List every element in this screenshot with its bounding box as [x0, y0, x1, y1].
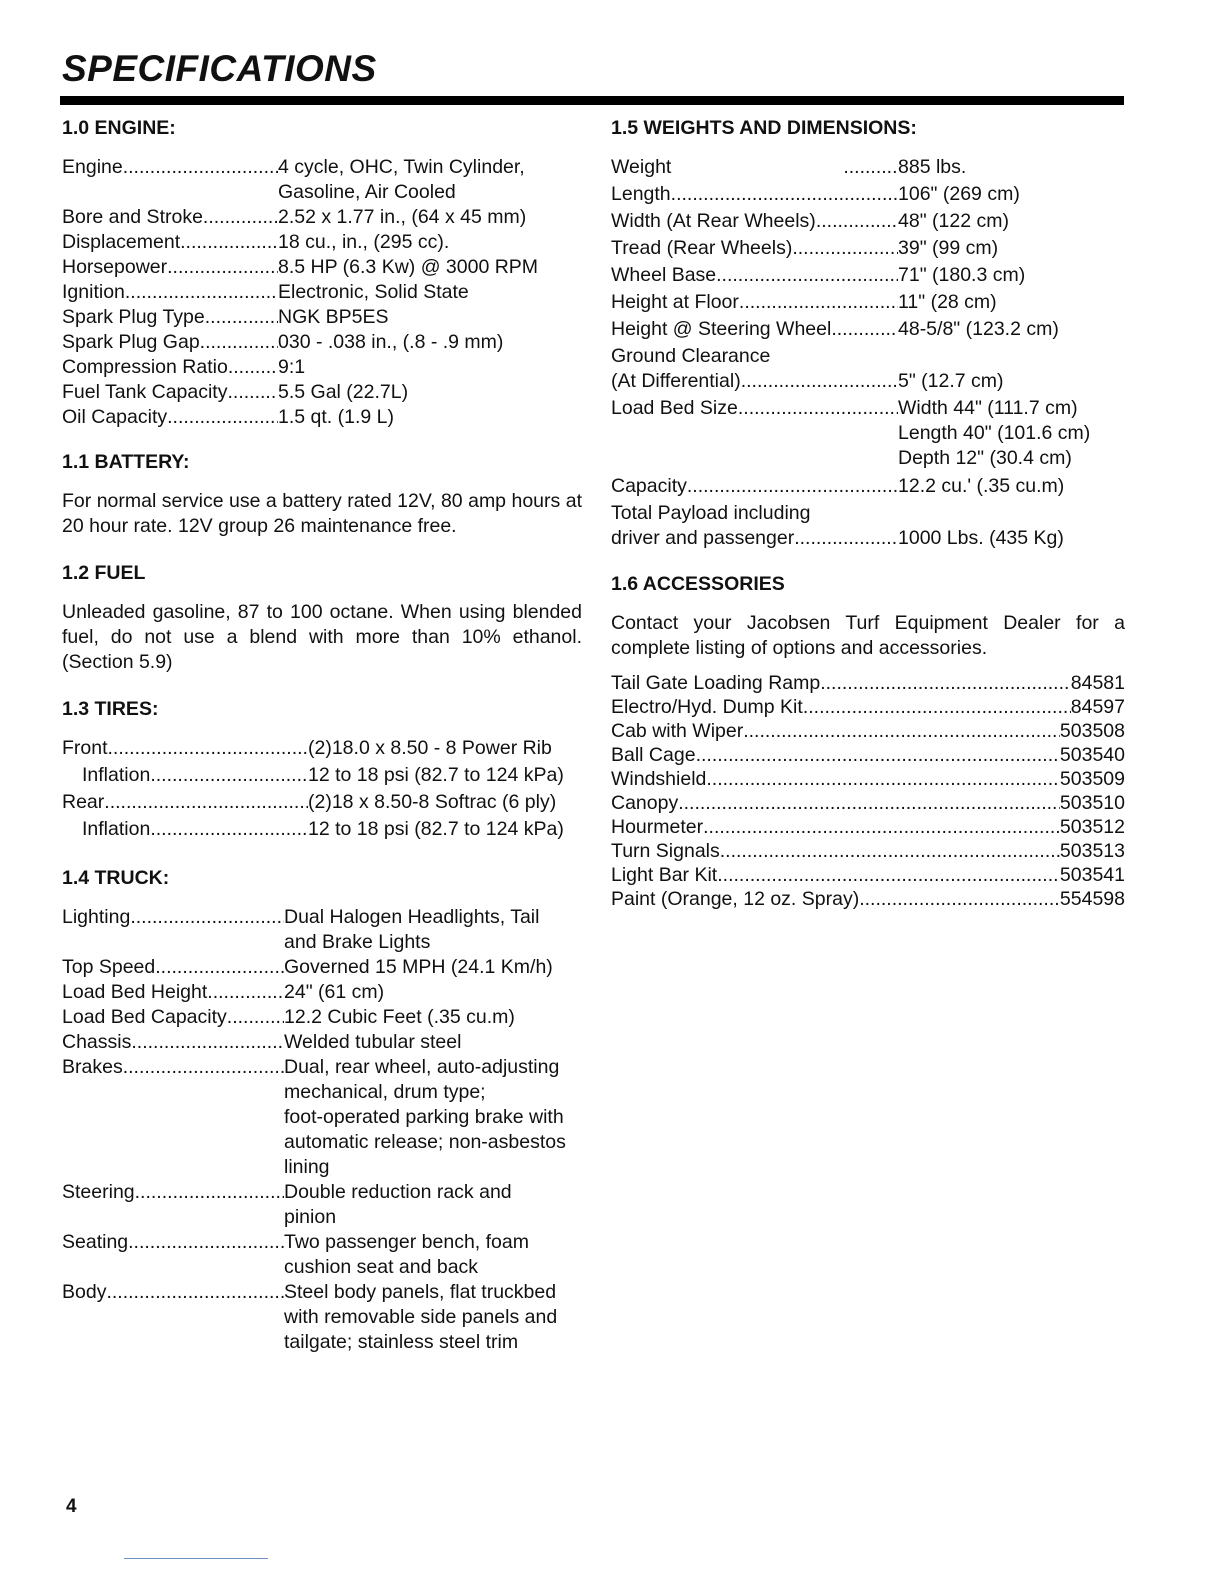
- spec-label: Ignition: [62, 281, 125, 303]
- spec-label: Capacity: [611, 475, 687, 497]
- spec-row: [62, 405, 582, 430]
- page-title: SPECIFICATIONS: [62, 48, 377, 89]
- footer-divider: [124, 1558, 268, 1559]
- accessory-label: Cab with Wiper: [611, 720, 744, 742]
- spec-label: Compression Ratio: [62, 356, 228, 378]
- accessory-part-number: 503509: [1059, 768, 1125, 790]
- spec-value: Double reduction rack and pinion: [284, 1181, 512, 1228]
- spec-value: Dual Halogen Headlights, Tail and Brake Lights: [284, 906, 540, 953]
- accessory-item: [611, 767, 1125, 791]
- accessory-label: Light Bar Kit: [611, 864, 718, 886]
- accessory-label: Windshield: [611, 768, 707, 790]
- accessories-heading: 1.6 ACCESSORIES: [611, 573, 785, 595]
- spec-value: 885 lbs.: [898, 156, 967, 178]
- battery-heading: 1.1 BATTERY:: [62, 451, 190, 473]
- weights-spec-list: [611, 155, 1125, 551]
- spec-value: 12 to 18 psi (82.7 to 124 kPa): [308, 818, 564, 840]
- spec-row: [611, 182, 1125, 207]
- spec-row: [62, 1005, 582, 1030]
- engine-heading: 1.0 ENGINE:: [62, 117, 176, 139]
- spec-value: 030 - .038 in., (.8 - .9 mm): [278, 331, 504, 353]
- spec-value: 4 cycle, OHC, Twin Cylinder, Gasoline, Air Cooled: [278, 156, 525, 203]
- spec-row: [62, 280, 582, 305]
- spec-label: Spark Plug Gap: [62, 331, 200, 353]
- spec-value: 106" (269 cm): [898, 183, 1020, 205]
- spec-row: [62, 1030, 582, 1055]
- spec-row: [62, 305, 582, 330]
- accessory-part-number: 503513: [1059, 840, 1125, 862]
- spec-label: Engine: [62, 156, 123, 178]
- spec-label: Tread (Rear Wheels): [611, 237, 793, 259]
- accessory-item: [611, 719, 1125, 743]
- spec-label: Brakes: [62, 1056, 123, 1078]
- accessory-label: Tail Gate Loading Ramp: [611, 672, 821, 694]
- spec-label: Steering: [62, 1181, 135, 1203]
- title-rule: [60, 96, 1124, 105]
- spec-label: Width (At Rear Wheels): [611, 210, 816, 232]
- spec-value: Width 44" (111.7 cm) Length 40" (101.6 cm) Depth 12" (30.4 cm): [898, 397, 1091, 469]
- battery-text: For normal service use a battery rated 12V, 80 amp hours at 20 hour rate. 12V group 26 maintenance free.: [62, 490, 582, 537]
- spec-value: 12 to 18 psi (82.7 to 124 kPa): [308, 764, 564, 786]
- spec-label: Spark Plug Type: [62, 306, 205, 328]
- spec-row: [611, 236, 1125, 261]
- spec-value: Steel body panels, flat truckbed with removable side panels and tailgate; stainless steel trim: [284, 1281, 558, 1353]
- accessory-part-number: 554598: [1059, 888, 1125, 910]
- spec-label: Top Speed: [62, 956, 156, 978]
- engine-spec-list: [62, 155, 582, 430]
- spec-value: Dual, rear wheel, auto-adjusting mechanical, drum type; foot-operated parking brake with automatic release; non-asbestos lining: [284, 1056, 566, 1178]
- fuel-text: Unleaded gasoline, 87 to 100 octane. When using blended fuel, do not use a blend with more than 10% ethanol. (Section 5.9): [62, 601, 582, 673]
- spec-label: (At Differential): [611, 370, 741, 392]
- spec-row: [62, 255, 582, 280]
- spec-row: [62, 1230, 582, 1280]
- spec-row: [611, 263, 1125, 288]
- spec-value: 11" (28 cm): [898, 291, 997, 313]
- fuel-heading: 1.2 FUEL: [62, 562, 146, 584]
- spec-value: 8.5 HP (6.3 Kw) @ 3000 RPM: [278, 256, 539, 278]
- spec-row: [62, 230, 582, 255]
- spec-value: 12.2 cu.' (.35 cu.m): [898, 475, 1065, 497]
- spec-row: [62, 330, 582, 355]
- spec-label: Inflation: [82, 764, 151, 786]
- tires-spec-list: [62, 736, 582, 842]
- ground-clearance-label: Ground Clearance: [611, 345, 771, 367]
- spec-row: [62, 905, 582, 955]
- weights-heading: 1.5 WEIGHTS AND DIMENSIONS:: [611, 117, 917, 139]
- spec-label: Seating: [62, 1231, 129, 1253]
- spec-label: Rear: [62, 791, 105, 813]
- spec-value: 5.5 Gal (22.7L): [278, 381, 409, 403]
- spec-label: Body: [62, 1281, 107, 1303]
- spec-row: [62, 1180, 582, 1230]
- accessories-list: [611, 671, 1125, 911]
- spec-label: Load Bed Capacity: [62, 1006, 227, 1028]
- accessory-item: [611, 863, 1125, 887]
- spec-label: Horsepower: [62, 256, 168, 278]
- spec-row: [62, 790, 582, 815]
- accessory-label: Hourmeter: [611, 816, 704, 838]
- tires-heading: 1.3 TIRES:: [62, 698, 159, 720]
- spec-row: [62, 980, 582, 1005]
- spec-row: [62, 1055, 582, 1180]
- accessories-text: Contact your Jacobsen Turf Equipment Dealer for a complete listing of options and accessories.: [611, 612, 1125, 659]
- accessory-part-number: 503512: [1059, 816, 1125, 838]
- spec-value: 12.2 Cubic Feet (.35 cu.m): [284, 1006, 515, 1028]
- spec-row: [62, 380, 582, 405]
- accessory-part-number: 84597: [1070, 696, 1125, 718]
- accessory-label: Turn Signals: [611, 840, 720, 862]
- spec-label: Weight: [611, 156, 672, 178]
- spec-value: 2.52 x 1.77 in., (64 x 45 mm): [278, 206, 527, 228]
- accessory-item: [611, 695, 1125, 719]
- spec-value: 5" (12.7 cm): [898, 370, 1004, 392]
- spec-label: driver and passenger: [611, 527, 795, 549]
- spec-label: Load Bed Height: [62, 981, 208, 1003]
- spec-label: Inflation: [82, 818, 151, 840]
- spec-label: Height at Floor: [611, 291, 739, 313]
- spec-value: Governed 15 MPH (24.1 Km/h): [284, 956, 553, 978]
- accessory-item: [611, 791, 1125, 815]
- spec-value: 1.5 qt. (1.9 L): [278, 406, 394, 428]
- spec-row: [62, 155, 582, 205]
- spec-label: Front: [62, 737, 108, 759]
- spec-value: 1000 Lbs. (435 Kg): [898, 527, 1064, 549]
- spec-value: NGK BP5ES: [278, 306, 389, 328]
- spec-value: 9:1: [278, 356, 306, 378]
- accessory-label: Electro/Hyd. Dump Kit: [611, 696, 803, 718]
- spec-row: [62, 763, 582, 788]
- spec-row: [611, 155, 1125, 180]
- spec-label: Height @ Steering Wheel: [611, 318, 832, 340]
- spec-label: Bore and Stroke: [62, 206, 203, 228]
- spec-row: [611, 474, 1125, 499]
- spec-value: 18 cu., in., (295 cc).: [278, 231, 450, 253]
- page-number: 4: [66, 1496, 77, 1517]
- spec-label: Displacement: [62, 231, 181, 253]
- accessory-label: Ball Cage: [611, 744, 696, 766]
- spec-row: [611, 209, 1125, 234]
- accessory-item: [611, 887, 1125, 911]
- spec-label: Oil Capacity: [62, 406, 168, 428]
- spec-value: 24" (61 cm): [284, 981, 385, 1003]
- spec-label: Chassis: [62, 1031, 132, 1053]
- accessory-part-number: 503508: [1059, 720, 1125, 742]
- spec-row: [62, 736, 582, 761]
- spec-value: 71" (180.3 cm): [898, 264, 1026, 286]
- spec-label: Length: [611, 183, 671, 205]
- spec-row: [611, 526, 1125, 551]
- payload-label: Total Payload including: [611, 502, 811, 524]
- left-column: [62, 116, 582, 1355]
- accessory-part-number: 503510: [1059, 792, 1125, 814]
- spec-label: Lighting: [62, 906, 131, 928]
- accessory-item: [611, 743, 1125, 767]
- spec-value: (2)18.0 x 8.50 - 8 Power Rib: [308, 737, 552, 759]
- spec-row: [62, 1280, 582, 1355]
- spec-value: 48-5/8" (123.2 cm): [898, 318, 1059, 340]
- spec-row: [62, 817, 582, 842]
- truck-spec-list: [62, 905, 582, 1355]
- right-column: [611, 116, 1125, 911]
- spec-row: [62, 355, 582, 380]
- spec-row: [62, 205, 582, 230]
- accessory-item: [611, 671, 1125, 695]
- spec-label: Fuel Tank Capacity: [62, 381, 228, 403]
- spec-label: Wheel Base: [611, 264, 717, 286]
- accessory-item: [611, 815, 1125, 839]
- spec-value: 39" (99 cm): [898, 237, 999, 259]
- spec-row: [611, 396, 1125, 471]
- truck-heading: 1.4 TRUCK:: [62, 867, 170, 889]
- spec-value: Electronic, Solid State: [278, 281, 469, 303]
- spec-value: Welded tubular steel: [284, 1031, 462, 1053]
- spec-value: Two passenger bench, foam cushion seat and back: [284, 1231, 529, 1278]
- spec-row: [62, 955, 582, 980]
- accessory-label: Paint (Orange, 12 oz. Spray): [611, 888, 860, 910]
- spec-row: [611, 290, 1125, 315]
- spec-row: [611, 317, 1125, 342]
- spec-label: Load Bed Size: [611, 397, 738, 419]
- accessory-item: [611, 839, 1125, 863]
- accessory-part-number: 84581: [1070, 672, 1125, 694]
- spec-value: (2)18 x 8.50-8 Softrac (6 ply): [308, 791, 557, 813]
- spec-value: 48" (122 cm): [898, 210, 1009, 232]
- spec-row: [611, 369, 1125, 394]
- accessory-part-number: 503541: [1059, 864, 1125, 886]
- accessory-part-number: 503540: [1059, 744, 1125, 766]
- accessory-label: Canopy: [611, 792, 679, 814]
